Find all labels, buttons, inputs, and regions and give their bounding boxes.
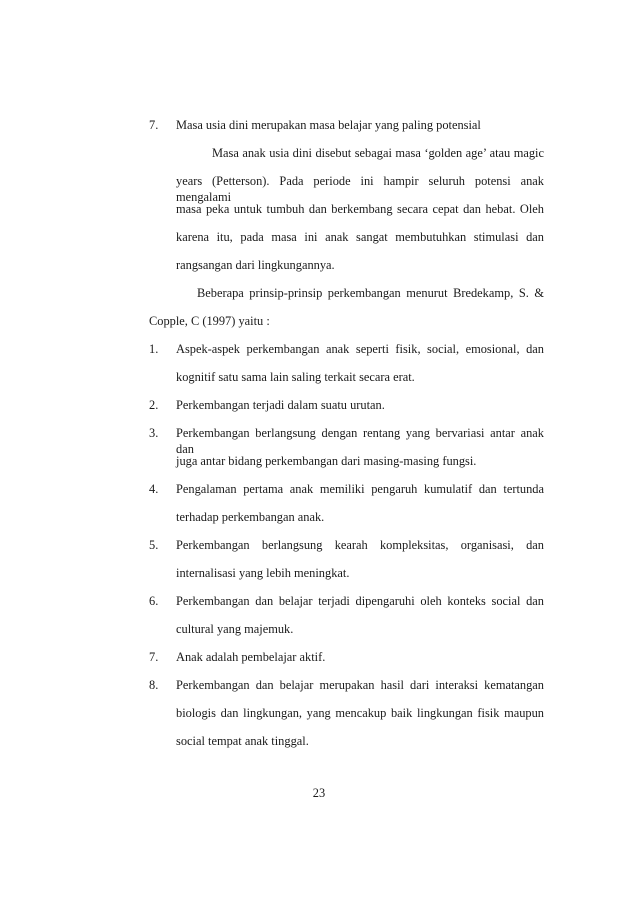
principle-7-number: 7. xyxy=(149,650,159,664)
paragraph-line-2: Copple, C (1997) yaitu : xyxy=(149,314,270,328)
principle-3-line-2: juga antar bidang perkembangan dari masing-masing fungsi. xyxy=(176,454,477,468)
principle-4-line-1: Pengalaman pertama anak memiliki pengaruh kumulatif dan tertunda xyxy=(176,482,544,496)
item-7-line-1: Masa anak usia dini disebut sebagai masa ‘golden age’ atau magic xyxy=(212,146,544,160)
item-7-line-5: rangsangan dari lingkungannya. xyxy=(176,258,335,272)
item-7-heading: Masa usia dini merupakan masa belajar yang paling potensial xyxy=(176,118,481,132)
item-7-number: 7. xyxy=(149,118,159,132)
principle-2-line-1: Perkembangan terjadi dalam suatu urutan. xyxy=(176,398,385,412)
page-number: 23 xyxy=(312,786,326,800)
principle-1-line-1: Aspek-aspek perkembangan anak seperti fisik, social, emosional, dan xyxy=(176,342,544,356)
principle-8-line-2: biologis dan lingkungan, yang mencakup baik lingkungan fisik maupun xyxy=(176,706,544,720)
principle-5-number: 5. xyxy=(149,538,159,552)
principle-1-number: 1. xyxy=(149,342,159,356)
principle-3-number: 3. xyxy=(149,426,159,440)
principle-4-line-2: terhadap perkembangan anak. xyxy=(176,510,325,524)
principle-5-line-2: internalisasi yang lebih meningkat. xyxy=(176,566,350,580)
paragraph-line-1: Beberapa prinsip-prinsip perkembangan menurut Bredekamp, S. & xyxy=(197,286,544,300)
item-7-line-4: karena itu, pada masa ini anak sangat membutuhkan stimulasi dan xyxy=(176,230,544,244)
principle-8-number: 8. xyxy=(149,678,159,692)
principle-4-number: 4. xyxy=(149,482,159,496)
principle-5-line-1: Perkembangan berlangsung kearah kompleksitas, organisasi, dan xyxy=(176,538,544,552)
principle-7-line-1: Anak adalah pembelajar aktif. xyxy=(176,650,326,664)
principle-6-line-1: Perkembangan dan belajar terjadi dipengaruhi oleh konteks social dan xyxy=(176,594,544,608)
principle-3-line-1: Perkembangan berlangsung dengan rentang yang bervariasi antar anak dan xyxy=(176,426,544,456)
principle-6-number: 6. xyxy=(149,594,159,608)
principle-8-line-1: Perkembangan dan belajar merupakan hasil dari interaksi kematangan xyxy=(176,678,544,692)
item-7-line-3: masa peka untuk tumbuh dan berkembang secara cepat dan hebat. Oleh xyxy=(176,202,544,216)
item-7-line-2: years (Petterson). Pada periode ini hampir seluruh potensi anak mengalami xyxy=(176,174,544,204)
principle-1-line-2: kognitif satu sama lain saling terkait secara erat. xyxy=(176,370,415,384)
principle-8-line-3: social tempat anak tinggal. xyxy=(176,734,309,748)
principle-6-line-2: cultural yang majemuk. xyxy=(176,622,294,636)
principle-2-number: 2. xyxy=(149,398,159,412)
